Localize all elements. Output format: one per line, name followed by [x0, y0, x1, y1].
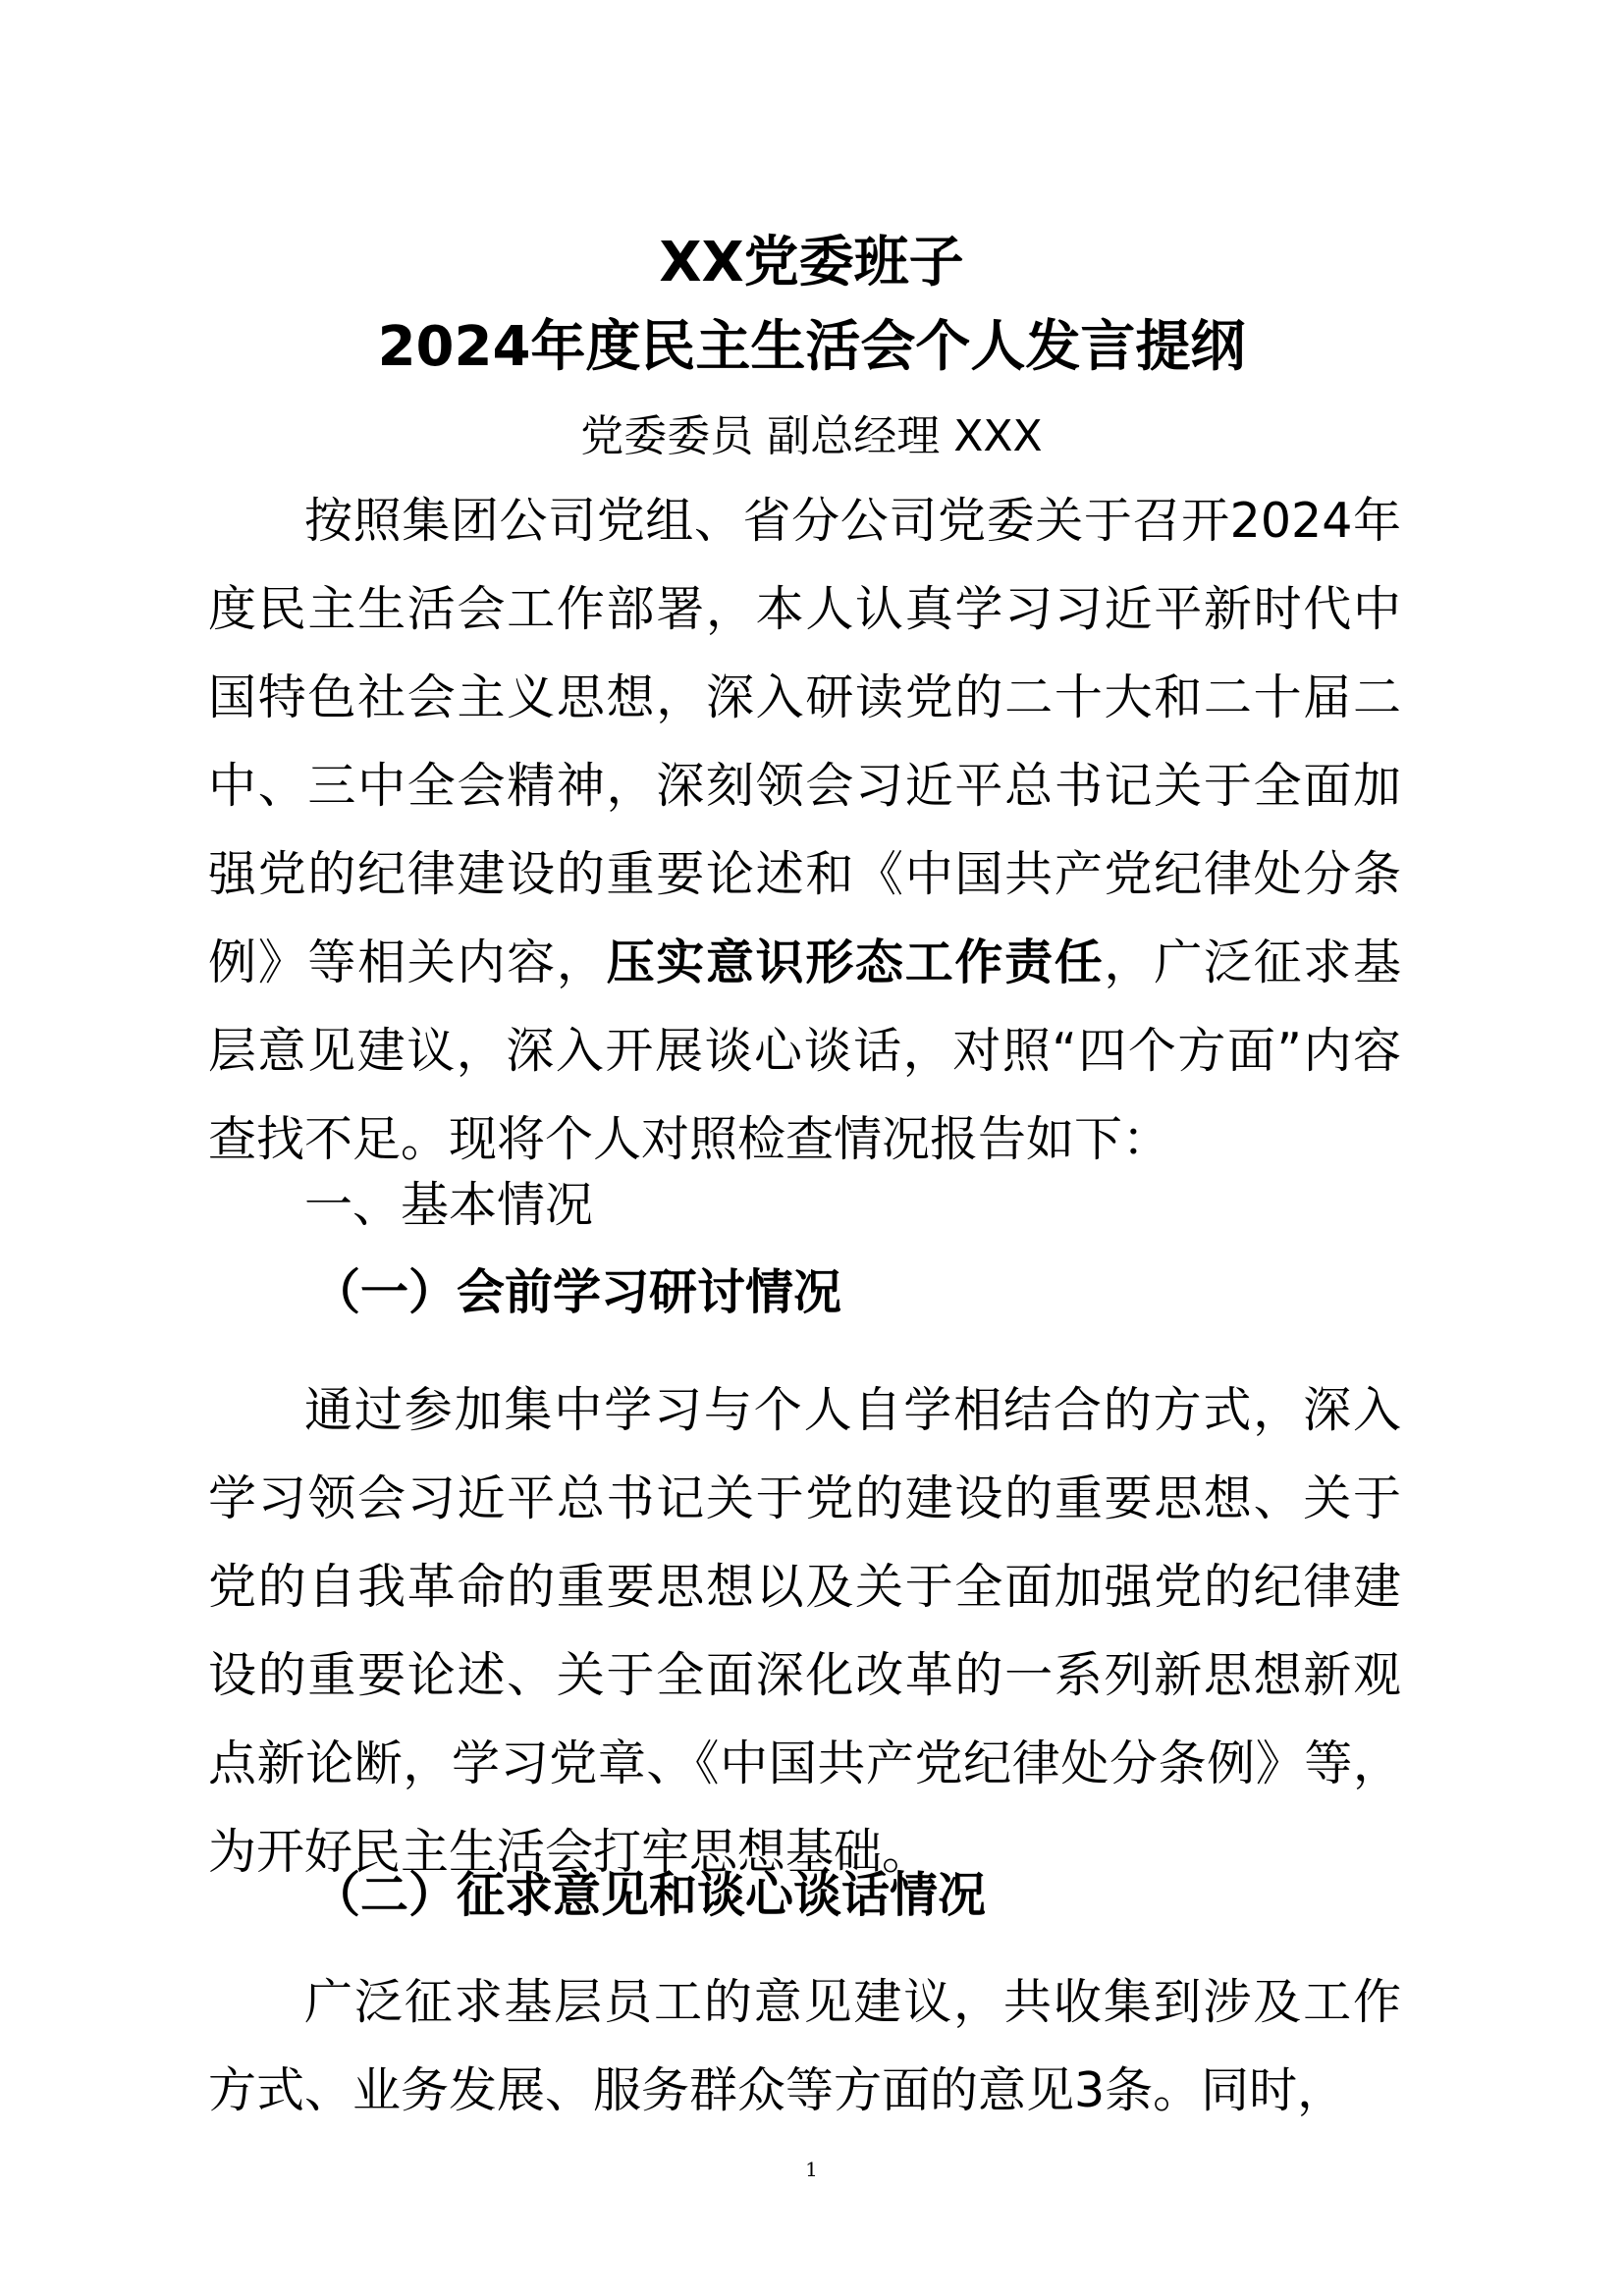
intro-text-start: 按照集团公司党组、省分公司党委关于召开2024年度民主生活会工作部署，本人认真学习习近平新时代中国特色社会主义思想，深入研读党的二十大和二十届二中、三中全会精神，深刻领会习近平总书记关于全面加强党的纪律建设的重要论述和《中国共产党纪律处分条例》等相关内容，: [208, 493, 1401, 990]
author-line: 党委委员 副总经理 XXX: [580, 411, 1043, 461]
section-heading-basic: 一、基本情况: [304, 1177, 594, 1233]
subsection-heading-study: （一）会前学习研讨情况: [312, 1264, 842, 1320]
intro-bold-phrase: 压实意识形态工作责任: [606, 934, 1105, 990]
page-number: 1: [805, 2158, 818, 2181]
subsection-heading-opinions: （二）征求意见和谈心谈话情况: [312, 1867, 987, 1923]
study-paragraph: 通过参加集中学习与个人自学相结合的方式，深入学习领会习近平总书记关于党的建设的重要思想、关于党的自我革命的重要思想以及关于全面加强党的纪律建设的重要论述、关于全面深化改革的一系列新思想新观点新论断，学习党章、《中国共产党纪律处分条例》等，为开好民主生活会打牢思想基础。: [208, 1382, 1401, 1880]
opinions-paragraph: 广泛征求基层员工的意见建议，共收集到涉及工作方式、业务发展、服务群众等方面的意见3条。同时，: [208, 1974, 1401, 2118]
document-title-line1: XX党委班子: [659, 231, 964, 294]
document-title-line2: 2024年度民主生活会个人发言提纲: [377, 315, 1246, 379]
intro-paragraph: [208, 477, 1401, 1184]
intro-text-end: ，广泛征求基层意见建议，深入开展谈心谈话，对照“四个方面”内容查找不足。现将个人对照检查情况报告如下：: [208, 934, 1401, 1167]
